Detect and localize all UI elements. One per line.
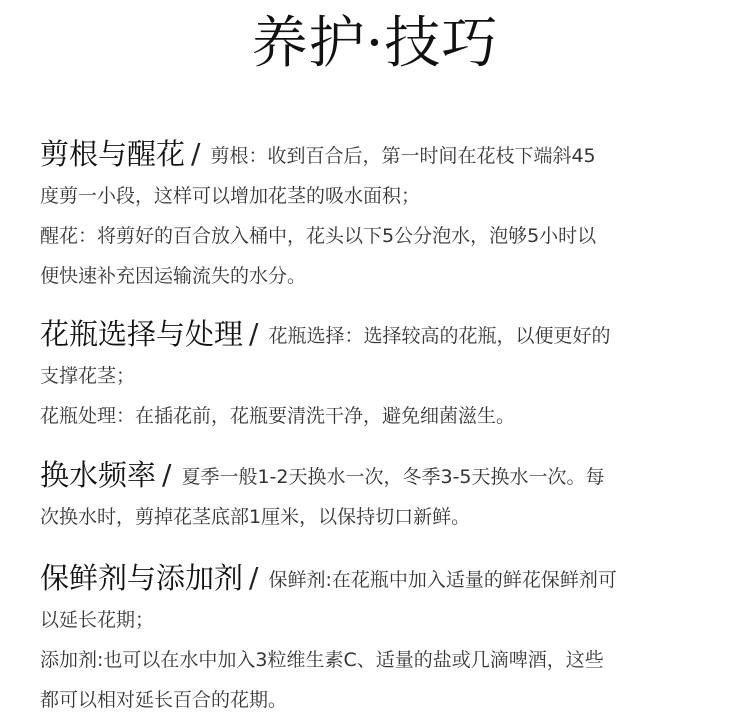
- section-preservatives: [40, 558, 710, 720]
- body-text: 剪根：收到百合后，第一时间在花枝下端斜45: [210, 145, 596, 167]
- section-first-line: [40, 314, 710, 356]
- section-cut-and-revive: [40, 134, 710, 296]
- body-text: 支撑花茎；: [40, 365, 136, 387]
- section-heading: 剪根与醒花: [40, 137, 186, 171]
- section-heading: 花瓶选择与处理: [40, 317, 244, 351]
- heading-separator: /: [191, 137, 201, 170]
- section-heading: 保鲜剂与添加剂: [40, 561, 244, 595]
- body-text: 以延长花期；: [40, 609, 155, 631]
- body-text: 度剪一小段，这样可以增加花茎的吸水面积；: [40, 185, 421, 207]
- section-first-line: [40, 134, 710, 176]
- section-first-line: [40, 558, 710, 600]
- body-text: 都可以相对延长百合的花期。: [40, 689, 288, 711]
- section-heading: 换水频率: [40, 458, 157, 492]
- section-first-line: [40, 455, 710, 497]
- heading-separator: /: [162, 458, 172, 491]
- body-text: 醒花：将剪好的百合放入桶中，花头以下5公分泡水，泡够5小时以: [40, 225, 597, 247]
- body-text: 次换水时，剪掉花茎底部1厘米，以保持切口新鲜。: [40, 506, 471, 528]
- page-title: 养护·技巧: [251, 11, 499, 76]
- body-text: 夏季一般1-2天换水一次，冬季3-5天换水一次。每: [181, 466, 605, 488]
- body-text: 花瓶选择：选择较高的花瓶，以便更好的: [268, 325, 611, 347]
- section-vase: [40, 314, 710, 436]
- heading-separator: /: [249, 317, 259, 350]
- body-text: 保鲜剂:在花瓶中加入适量的鲜花保鲜剂可: [268, 569, 617, 591]
- body-text: 花瓶处理：在插花前，花瓶要清洗干净，避免细菌滋生。: [40, 405, 516, 427]
- body-text: 添加剂:也可以在水中加入3粒维生素C、适量的盐或几滴啤酒，这些: [40, 649, 604, 671]
- section-water-change: [40, 455, 710, 537]
- body-text: 便快速补充因运输流失的水分。: [40, 265, 307, 287]
- heading-separator: /: [249, 561, 259, 594]
